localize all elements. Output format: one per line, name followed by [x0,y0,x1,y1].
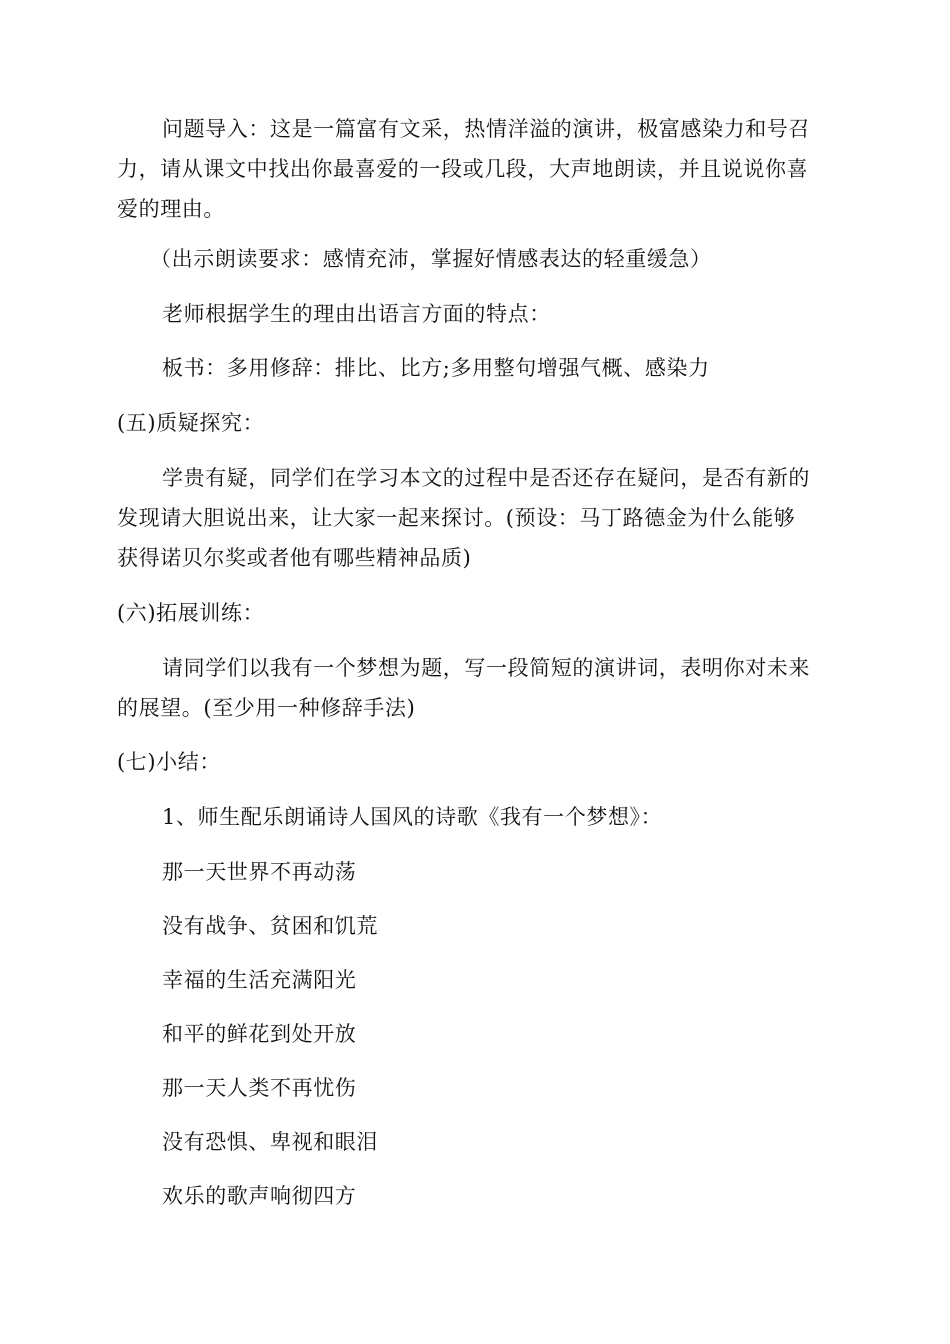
paragraph-line: 学贵有疑，同学们在学习本文的过程中是否还存在疑问，是否有新的 [162,466,810,490]
poem-line: 那一天人类不再忧伤 [162,1076,357,1100]
section-heading: (六)拓展训练： [117,601,265,625]
paragraph-line: （出示朗读要求：感情充沛，掌握好情感表达的轻重缓急） [150,247,712,271]
paragraph-line: 1、师生配乐朗诵诗人国风的诗歌《我有一个梦想》： [162,805,663,829]
section-heading: (五)质疑探究： [117,411,265,435]
poem-line: 没有战争、贫困和饥荒 [162,914,378,938]
section-heading: (七)小结： [117,750,221,774]
poem-line: 和平的鲜花到处开放 [162,1022,357,1046]
paragraph-line: 老师根据学生的理由出语言方面的特点： [162,302,551,326]
poem-line: 那一天世界不再动荡 [162,860,357,884]
poem-line: 幸福的生活充满阳光 [162,968,357,992]
paragraph-line: 请同学们以我有一个梦想为题，写一段简短的演讲词，表明你对未来 [162,656,810,680]
paragraph-line: 爱的理由。 [117,197,225,221]
poem-line: 欢乐的歌声响彻四方 [162,1184,357,1208]
paragraph-line: 力，请从课文中找出你最喜爱的一段或几段，大声地朗读，并且说说你喜 [117,157,809,181]
paragraph-line: 的展望。(至少用一种修辞手法) [117,696,416,720]
paragraph-line: 获得诺贝尔奖或者他有哪些精神品质) [117,546,472,570]
poem-line: 没有恐惧、卑视和眼泪 [162,1130,378,1154]
paragraph-line: 板书：多用修辞：排比、比方;多用整句增强气概、感染力 [162,356,710,380]
paragraph-line: 问题导入：这是一篇富有文采，热情洋溢的演讲，极富感染力和号召 [162,117,810,141]
paragraph-line: 发现请大胆说出来，让大家一起来探讨。(预设：马丁路德金为什么能够 [117,506,796,530]
